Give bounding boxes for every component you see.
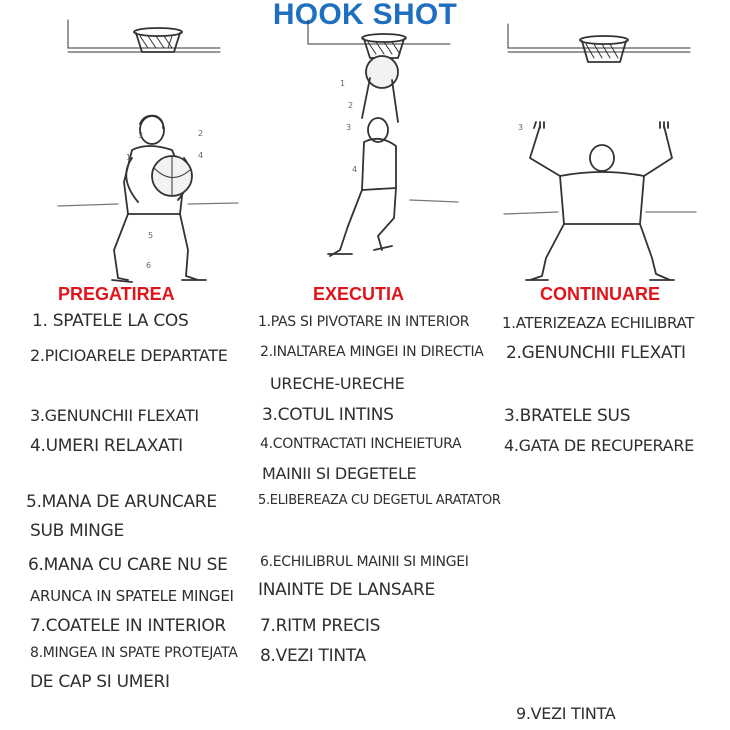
svg-text:3: 3 <box>138 131 144 140</box>
pregatirea-step-8-cont: DE CAP SI UMERI <box>30 672 170 692</box>
page-title: HOOK SHOT <box>272 0 458 31</box>
executia-step-2: 2.INALTAREA MINGEI IN DIRECTIA <box>260 344 484 360</box>
player-figure-icon <box>58 116 238 282</box>
pregatirea-step-7: 7.COATELE IN INTERIOR <box>30 616 226 636</box>
executia-step-5: 5.ELIBEREAZA CU DEGETUL ARATATOR <box>258 493 501 508</box>
execution-figure <box>300 18 460 286</box>
pregatirea-step-5: 5.MANA DE ARUNCARE <box>26 492 217 512</box>
pregatirea-step-2: 2.PICIOARELE DEPARTATE <box>30 346 228 365</box>
pregatirea-step-6-cont: ARUNCA IN SPATELE MINGEI <box>30 587 234 605</box>
executia-step-2-cont: URECHE-URECHE <box>270 374 405 393</box>
svg-text:3: 3 <box>346 123 352 132</box>
continuare-step-9: 9.VEZI TINTA <box>516 704 616 723</box>
svg-text:5: 5 <box>148 231 154 240</box>
executia-step-4: 4.CONTRACTATI INCHEIETURA <box>260 436 462 452</box>
svg-text:4: 4 <box>352 165 358 174</box>
continuation-figure <box>500 18 700 286</box>
executia-step-6-cont: INAINTE DE LANSARE <box>258 580 435 600</box>
executia-step-6: 6.ECHILIBRUL MAINII SI MINGEI <box>260 554 469 570</box>
executia-step-1: 1.PAS SI PIVOTARE IN INTERIOR <box>258 314 470 330</box>
svg-text:4: 4 <box>198 151 204 160</box>
pregatirea-step-6: 6.MANA CU CARE NU SE <box>28 555 228 575</box>
preparation-figure <box>48 18 240 286</box>
svg-text:6: 6 <box>146 261 152 270</box>
continuare-step-1: 1.ATERIZEAZA ECHILIBRAT <box>502 314 695 332</box>
executia-step-7: 7.RITM PRECIS <box>260 616 381 636</box>
basketball-hoop-icon <box>308 20 450 58</box>
basketball-hoop-icon <box>68 20 220 52</box>
heading-continuare: CONTINUARE <box>540 284 660 304</box>
player-figure-icon <box>504 122 696 280</box>
basketball-hoop-icon <box>508 24 690 62</box>
svg-text:2: 2 <box>348 101 354 110</box>
svg-text:1: 1 <box>340 79 346 88</box>
continuare-step-2: 2.GENUNCHII FLEXATI <box>506 343 686 363</box>
continuare-step-3: 3.BRATELE SUS <box>504 406 631 426</box>
executia-step-4-cont: MAINII SI DEGETELE <box>262 464 417 483</box>
svg-text:3: 3 <box>518 123 524 132</box>
heading-executia: EXECUTIA <box>313 284 405 304</box>
pregatirea-step-4: 4.UMERI RELAXATI <box>30 436 183 456</box>
pregatirea-step-8: 8.MINGEA IN SPATE PROTEJATA <box>30 645 238 661</box>
pregatirea-step-5-cont: SUB MINGE <box>30 521 124 541</box>
svg-text:1: 1 <box>126 153 132 162</box>
heading-pregatirea: PREGATIREA <box>58 284 175 304</box>
pregatirea-step-3: 3.GENUNCHII FLEXATI <box>30 406 199 425</box>
executia-step-3: 3.COTUL INTINS <box>262 405 394 425</box>
continuare-step-4: 4.GATA DE RECUPERARE <box>504 436 694 455</box>
executia-step-8: 8.VEZI TINTA <box>260 646 366 666</box>
svg-text:2: 2 <box>198 129 204 138</box>
pregatirea-step-1: 1. SPATELE LA COS <box>32 311 189 331</box>
